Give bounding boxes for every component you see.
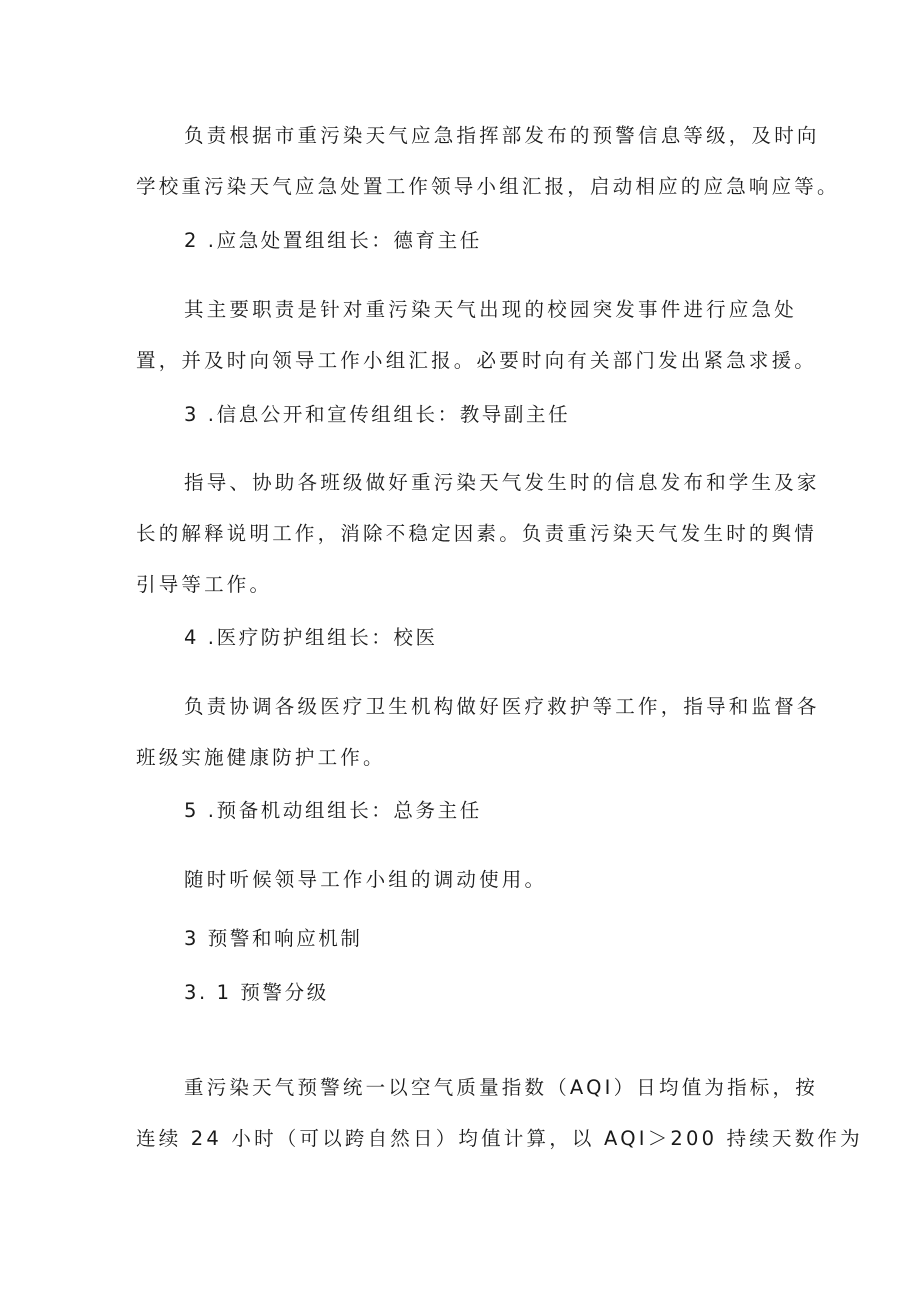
paragraph-line: 其主要职责是针对重污染天气出现的校园突发事件进行应急处 bbox=[184, 298, 797, 321]
section-heading: 4 .医疗防护组组长：校医 bbox=[184, 626, 438, 649]
paragraph-line: 班级实施健康防护工作。 bbox=[136, 746, 386, 769]
subsection-heading: 3. 1 预警分级 bbox=[184, 981, 329, 1004]
paragraph-line: 随时听候领导工作小组的调动使用。 bbox=[184, 868, 548, 891]
paragraph-line: 负责根据市重污染天气应急指挥部发布的预警信息等级，及时向 bbox=[184, 124, 820, 147]
section-heading: 2 .应急处置组组长：德育主任 bbox=[184, 229, 482, 252]
paragraph-line: 负责协调各级医疗卫生机构做好医疗救护等工作，指导和监督各 bbox=[184, 695, 820, 718]
paragraph-line: 重污染天气预警统一以空气质量指数（AQI）日均值为指标，按 bbox=[184, 1076, 818, 1099]
paragraph-line: 指导、协助各班级做好重污染天气发生时的信息发布和学生及家 bbox=[184, 471, 820, 494]
paragraph-line: 长的解释说明工作，消除不稳定因素。负责重污染天气发生时的舆情 bbox=[136, 522, 818, 545]
paragraph-line: 连续 24 小时（可以跨自然日）均值计算，以 AQI＞200 持续天数作为 bbox=[136, 1127, 863, 1150]
section-heading: 5 .预备机动组组长：总务主任 bbox=[184, 799, 482, 822]
paragraph-line: 置，并及时向领导工作小组汇报。必要时向有关部门发出紧急求援。 bbox=[136, 349, 818, 372]
chapter-heading: 3 预警和响应机制 bbox=[184, 927, 363, 950]
paragraph-line: 引导等工作。 bbox=[136, 573, 273, 596]
section-heading: 3 .信息公开和宣传组组长：教导副主任 bbox=[184, 403, 571, 426]
paragraph-line: 学校重污染天气应急处置工作领导小组汇报，启动相应的应急响应等。 bbox=[136, 175, 840, 198]
